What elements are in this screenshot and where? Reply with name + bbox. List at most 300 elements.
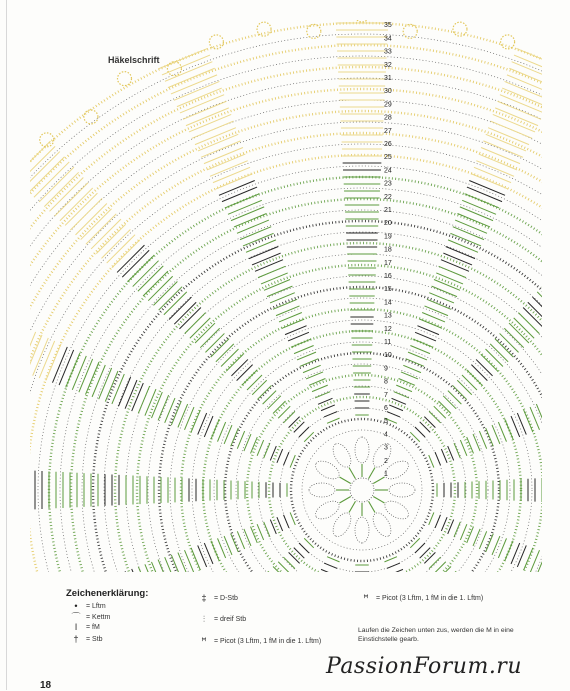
- spoke-stitch: [542, 287, 565, 310]
- spoke-stitch: [438, 401, 451, 414]
- spoke-stitch: [562, 392, 570, 418]
- spoke-stitch: [29, 157, 65, 193]
- spoke-stitch: [105, 371, 118, 402]
- spoke-stitch: [454, 522, 460, 537]
- spoke-stitch: [472, 174, 508, 189]
- spoke-stitch: [282, 319, 304, 328]
- spoke-stitch: [528, 302, 550, 324]
- spoke-stitch: [387, 563, 400, 568]
- spoke-stitch: [514, 55, 562, 75]
- petal-loop: [355, 517, 369, 543]
- spoke-stitch: [39, 341, 54, 378]
- scallop: [84, 110, 98, 124]
- spoke-stitch: [446, 246, 475, 258]
- spoke-stitch: [244, 529, 251, 546]
- spoke-stitch: [327, 418, 339, 423]
- spoke-stitch: [547, 675, 570, 690]
- row-number: 25: [384, 154, 392, 161]
- spoke-stitch: [243, 233, 274, 246]
- center-ring: [350, 478, 374, 502]
- spoke-stitch: [415, 332, 436, 341]
- row-number: 20: [384, 220, 392, 227]
- spoke-stitch: [85, 362, 98, 395]
- spoke-stitch: [195, 128, 236, 145]
- spoke-stitch: [306, 601, 323, 608]
- spoke-stitch: [543, 401, 553, 425]
- spoke-stitch: [505, 81, 550, 100]
- spoke-stitch: [46, 600, 61, 636]
- spoke-stitch: [518, 313, 539, 334]
- row-number: 32: [384, 62, 392, 69]
- spoke-stitch: [453, 227, 484, 240]
- spoke-stitch: [469, 180, 505, 195]
- spoke-stitch: [435, 452, 440, 465]
- row-number: 15: [384, 286, 392, 293]
- spoke-stitch: [297, 352, 316, 360]
- spoke-stitch: [39, 167, 74, 202]
- spoke-stitch: [179, 307, 200, 328]
- round: [280, 408, 444, 572]
- spoke-stitch: [221, 349, 238, 366]
- spoke-stitch: [561, 266, 570, 291]
- spoke-stitch: [118, 377, 130, 406]
- spoke-stitch: [247, 590, 262, 605]
- spoke-stitch: [417, 326, 439, 335]
- spoke-stitch: [0, 616, 17, 657]
- spoke-stitch: [556, 684, 570, 690]
- row-number: 33: [384, 49, 392, 56]
- spoke-stitch: [282, 652, 304, 661]
- spoke-stitch: [207, 154, 245, 170]
- spoke-stitch: [284, 515, 289, 528]
- spoke-stitch: [59, 350, 74, 385]
- round: [236, 364, 488, 616]
- spoke-stitch: [216, 174, 252, 189]
- spoke-stitch: [0, 621, 4, 663]
- row-number: 13: [384, 313, 392, 320]
- spoke-stitch: [171, 401, 181, 425]
- spoke-stitch: [488, 128, 529, 145]
- spoke-stitch: [524, 548, 533, 570]
- spoke-stitch: [403, 607, 421, 614]
- spoke-stitch: [55, 183, 88, 216]
- spoke-stitch: [321, 569, 335, 575]
- spoke-stitch: [226, 354, 243, 371]
- spoke-stitch: [273, 566, 286, 579]
- spoke-stitch: [138, 266, 163, 291]
- spoke-stitch: [498, 101, 542, 119]
- spoke-stitch: [443, 396, 456, 409]
- spoke-stitch: [448, 576, 462, 590]
- petal-loop: [309, 483, 335, 497]
- spoke-stitch: [79, 359, 93, 392]
- page-number: 18: [40, 680, 51, 691]
- spoke-stitch: [394, 582, 409, 588]
- row-number: 27: [384, 128, 392, 135]
- spoke-stitch: [81, 209, 112, 240]
- spoke-stitch: [394, 392, 409, 398]
- spoke-stitch: [438, 566, 451, 579]
- legend-label: = Lftm: [86, 603, 106, 610]
- spoke-stitch: [251, 437, 258, 453]
- spoke-stitch: [403, 365, 421, 372]
- spoke-stitch: [191, 410, 200, 432]
- spoke-stitch: [279, 658, 302, 667]
- spoke-stitch: [299, 543, 309, 553]
- spoke-stitch: [270, 677, 295, 687]
- triple-treble-icon: ⫶: [198, 615, 210, 623]
- spoke-stitch: [34, 162, 69, 197]
- spoke-stitch: [19, 609, 35, 648]
- row-number: 18: [384, 247, 392, 254]
- spoke-stitch: [450, 233, 481, 246]
- spoke-stitch: [294, 548, 305, 559]
- row-number: 5: [384, 418, 388, 425]
- spoke-stitch: [387, 412, 400, 417]
- spoke-stitch: [465, 194, 499, 208]
- spoke-stitch: [406, 359, 424, 367]
- spoke-stitch: [406, 614, 424, 622]
- legend-label: = fM: [86, 624, 100, 631]
- spoke-stitch: [303, 365, 321, 372]
- spoke-stitch: [204, 416, 213, 437]
- picot-icon: ꟸ: [360, 594, 372, 602]
- spoke-stitch: [294, 422, 305, 433]
- page-title: Häkelschrift: [108, 55, 160, 65]
- spoke-stitch: [242, 595, 257, 610]
- spoke-stitch: [435, 515, 440, 528]
- spoke-stitch: [498, 538, 506, 558]
- spoke-stitch: [495, 339, 513, 357]
- spoke-stitch: [0, 323, 17, 364]
- spoke-stitch: [434, 406, 446, 418]
- spoke-stitch: [300, 614, 318, 622]
- spoke-stitch: [486, 428, 494, 446]
- spoke-stitch: [389, 569, 403, 575]
- spoke-stitch: [389, 405, 403, 411]
- spoke-stitch: [495, 108, 538, 126]
- spoke-stitch: [276, 664, 299, 674]
- spoke-stitch: [218, 538, 226, 558]
- spoke-stitch: [448, 240, 478, 252]
- spoke-stitch: [252, 253, 281, 265]
- spoke-stitch: [285, 645, 307, 654]
- single-crochet-icon: ǀ: [70, 623, 82, 631]
- spoke-stitch: [517, 413, 526, 435]
- spoke-stitch: [429, 411, 441, 423]
- spoke-stitch: [244, 434, 251, 451]
- spoke-stitch: [486, 534, 494, 552]
- spoke-stitch: [486, 134, 526, 151]
- legend-item-picot-2: [360, 594, 483, 602]
- spoke-stitch: [511, 543, 520, 564]
- legend-item-kettm: [70, 613, 110, 621]
- spoke-stitch: [162, 55, 210, 75]
- scallop: [403, 24, 417, 38]
- spoke-stitch: [283, 411, 295, 423]
- legend-label: = dreif Stb: [214, 616, 246, 623]
- spoke-stitch: [530, 407, 539, 430]
- round: [115, 243, 570, 690]
- center-stitch: [349, 501, 356, 512]
- scallop: [5, 168, 19, 182]
- spoke-stitch: [533, 661, 555, 683]
- spoke-stitch: [294, 626, 314, 634]
- petal-loop: [382, 497, 412, 522]
- spoke-stitch: [443, 571, 456, 584]
- spoke-stitch: [505, 541, 513, 561]
- spoke-stitch: [164, 665, 187, 688]
- row-number: 3: [384, 445, 388, 452]
- spoke-stitch: [225, 194, 259, 208]
- spoke-stitch: [312, 588, 328, 595]
- legend-label: = Picot (3 Lftm, 1 fM in die 1. Lftm): [376, 595, 483, 602]
- scallop: [167, 62, 181, 76]
- spoke-stitch: [159, 670, 182, 690]
- spoke-stitch: [279, 313, 302, 322]
- spoke-stitch: [174, 302, 196, 324]
- spoke-stitch: [204, 543, 213, 564]
- spoke-stitch: [536, 553, 546, 576]
- spoke-stitch: [427, 299, 451, 309]
- spoke-stitch: [52, 347, 67, 383]
- spoke-stitch: [224, 425, 232, 444]
- spoke-stitch: [6, 326, 23, 366]
- legend-item-fm: [70, 623, 100, 631]
- scallop: [209, 35, 223, 49]
- row-number: 6: [384, 405, 388, 412]
- spoke-stitch: [237, 220, 269, 233]
- spoke-stitch: [33, 338, 49, 376]
- spoke-stitch: [211, 419, 219, 439]
- scallop: [543, 62, 557, 76]
- spoke-stitch: [415, 427, 425, 437]
- spoke-stitch: [460, 207, 493, 221]
- petal-loop: [369, 510, 394, 540]
- legend-item-stb: [70, 635, 103, 643]
- spoke-stitch: [195, 323, 215, 343]
- spoke-stitch: [178, 404, 188, 427]
- spoke-stitch: [304, 432, 314, 442]
- spoke-stitch: [257, 581, 271, 595]
- spoke-stitch: [264, 443, 270, 458]
- spoke-stitch: [204, 147, 243, 163]
- spoke-stitch: [479, 531, 486, 549]
- scallop: [355, 8, 369, 22]
- row-number: 19: [384, 233, 392, 240]
- round: [82, 210, 570, 690]
- spoke-stitch: [185, 550, 194, 573]
- spoke-stitch: [291, 339, 311, 347]
- spoke-stitch: [169, 297, 191, 319]
- spoke-stitch: [523, 307, 544, 328]
- spoke-stitch: [481, 609, 498, 626]
- spoke-stitch: [483, 141, 523, 157]
- spoke-stitch: [18, 146, 55, 183]
- spoke-stitch: [219, 180, 255, 195]
- spoke-stitch: [148, 276, 172, 300]
- spoke-stitch: [410, 538, 420, 548]
- spoke-stitch: [289, 417, 300, 428]
- spoke-stitch: [565, 261, 570, 287]
- spoke-stitch: [504, 328, 523, 347]
- row-number: 22: [384, 194, 392, 201]
- spoke-stitch: [288, 332, 309, 341]
- spoke-stitch: [512, 62, 559, 82]
- spoke-stitch: [284, 452, 289, 465]
- spoke-stitch: [441, 449, 447, 463]
- petal-loop: [389, 483, 415, 497]
- spoke-stitch: [216, 344, 234, 362]
- petal-loop: [329, 441, 354, 471]
- row-number: 11: [384, 339, 391, 346]
- spoke-stitch: [211, 541, 219, 561]
- legend-label: = Picot (3 Lftm, 1 fM in die 1. Lftm): [214, 638, 321, 645]
- spoke-stitch: [551, 679, 570, 690]
- row-number: 34: [384, 35, 392, 42]
- spoke-stitch: [413, 339, 433, 347]
- spoke-stitch: [410, 346, 430, 354]
- spoke-stitch: [453, 581, 467, 595]
- row-number: 9: [384, 365, 388, 372]
- spoke-stitch: [299, 427, 309, 437]
- spoke-stitch: [237, 531, 244, 549]
- spoke-stitch: [200, 328, 219, 347]
- spoke-stitch: [174, 81, 219, 100]
- spoke-stitch: [543, 555, 553, 579]
- spoke-stitch: [479, 154, 517, 170]
- spoke-stitch: [171, 555, 181, 579]
- round: [93, 221, 570, 690]
- spoke-stitch: [257, 524, 264, 540]
- spoke-stitch: [26, 335, 42, 373]
- spoke-stitch: [425, 306, 448, 316]
- spoke-stitch: [278, 406, 290, 418]
- spoke-stitch: [467, 187, 502, 202]
- legend-note: Laufen die Zeichen unten zus, werden die M in eine Einstichstelle gearb.: [358, 626, 528, 644]
- spoke-stitch: [476, 604, 492, 620]
- row-number: 31: [384, 75, 392, 82]
- spoke-stitch: [0, 320, 10, 362]
- petal-loop: [369, 441, 394, 471]
- spoke-stitch: [231, 359, 247, 375]
- spoke-stitch: [257, 440, 264, 456]
- spoke-stitch: [0, 618, 10, 660]
- spoke-stitch: [13, 611, 29, 651]
- round: [302, 430, 422, 550]
- spoke-stitch: [318, 576, 332, 582]
- center-stitch: [373, 477, 384, 484]
- spoke-stitch: [33, 604, 49, 642]
- center-stitch: [369, 467, 376, 478]
- spoke-stitch: [60, 188, 93, 221]
- spoke-stitch: [536, 404, 546, 427]
- spoke-stitch: [112, 374, 124, 404]
- spoke-stitch: [273, 671, 297, 681]
- spoke-stitch: [39, 602, 54, 639]
- spoke-stitch: [500, 95, 544, 113]
- spoke-stitch: [237, 599, 253, 615]
- legend-item-d-stb: [198, 594, 238, 602]
- center-stitch: [339, 477, 350, 484]
- spoke-stitch: [454, 443, 460, 458]
- spoke-stitch: [191, 548, 200, 570]
- round: [247, 375, 477, 605]
- spoke-stitch: [294, 346, 314, 354]
- spoke-stitch: [549, 557, 559, 582]
- spoke-stitch: [556, 271, 570, 296]
- row-number: 1: [384, 471, 388, 478]
- spoke-stitch: [263, 576, 277, 590]
- spoke-stitch: [165, 62, 212, 82]
- spoke-stitch: [533, 297, 555, 319]
- spoke-stitch: [315, 392, 330, 398]
- spoke-stitch: [264, 522, 270, 537]
- round: [126, 254, 570, 690]
- spoke-stitch: [52, 597, 67, 633]
- slip-stitch-icon: ⌒: [70, 613, 82, 621]
- spoke-stitch: [228, 200, 262, 214]
- spoke-stitch: [211, 339, 229, 357]
- spoke-stitch: [143, 271, 168, 296]
- spoke-stitch: [276, 306, 299, 316]
- legend-label: = D-Stb: [214, 595, 238, 602]
- spoke-stitch: [502, 88, 547, 107]
- spoke-stitch: [324, 412, 337, 417]
- scallop: [257, 22, 271, 36]
- spoke-stitch: [66, 353, 80, 387]
- spoke-stitch: [189, 114, 231, 131]
- row-number: 23: [384, 181, 392, 188]
- legend-item-picot-1: [198, 637, 321, 645]
- spoke-stitch: [485, 349, 502, 366]
- spoke-stitch: [429, 512, 434, 524]
- row-number: 7: [384, 392, 388, 399]
- spoke-stitch: [268, 571, 281, 584]
- petal-loop: [313, 497, 343, 522]
- spoke-stitch: [490, 121, 532, 138]
- spoke-stitch: [401, 601, 418, 608]
- legend-label: = Stb: [86, 636, 103, 643]
- spoke-stitch: [46, 344, 61, 380]
- round: [38, 166, 570, 690]
- treble-crochet-icon: ‡: [198, 594, 210, 602]
- spoke-stitch: [523, 651, 544, 672]
- row-number: 10: [384, 352, 392, 359]
- spoke-stitch: [505, 419, 513, 439]
- legend-item-lftm: [70, 602, 106, 610]
- spoke-stitch: [76, 204, 107, 235]
- spoke-stitch: [455, 220, 487, 233]
- spoke-stitch: [460, 524, 467, 540]
- spoke-stitch: [277, 449, 283, 463]
- spoke-stitch: [231, 428, 239, 446]
- spoke-stitch: [530, 550, 539, 573]
- row-number: 8: [384, 379, 388, 386]
- round: [170, 298, 554, 682]
- spoke-stitch: [297, 620, 316, 628]
- spoke-stitch: [240, 227, 271, 240]
- spoke-stitch: [86, 214, 116, 244]
- spoke-stitch: [222, 187, 257, 202]
- spoke-stitch: [537, 665, 560, 688]
- spoke-stitch: [498, 422, 506, 442]
- spoke-stitch: [231, 207, 264, 221]
- spoke-stitch: [218, 422, 226, 442]
- center-stitch: [349, 467, 356, 478]
- spoke-stitch: [283, 557, 295, 569]
- spoke-stitch: [70, 198, 102, 230]
